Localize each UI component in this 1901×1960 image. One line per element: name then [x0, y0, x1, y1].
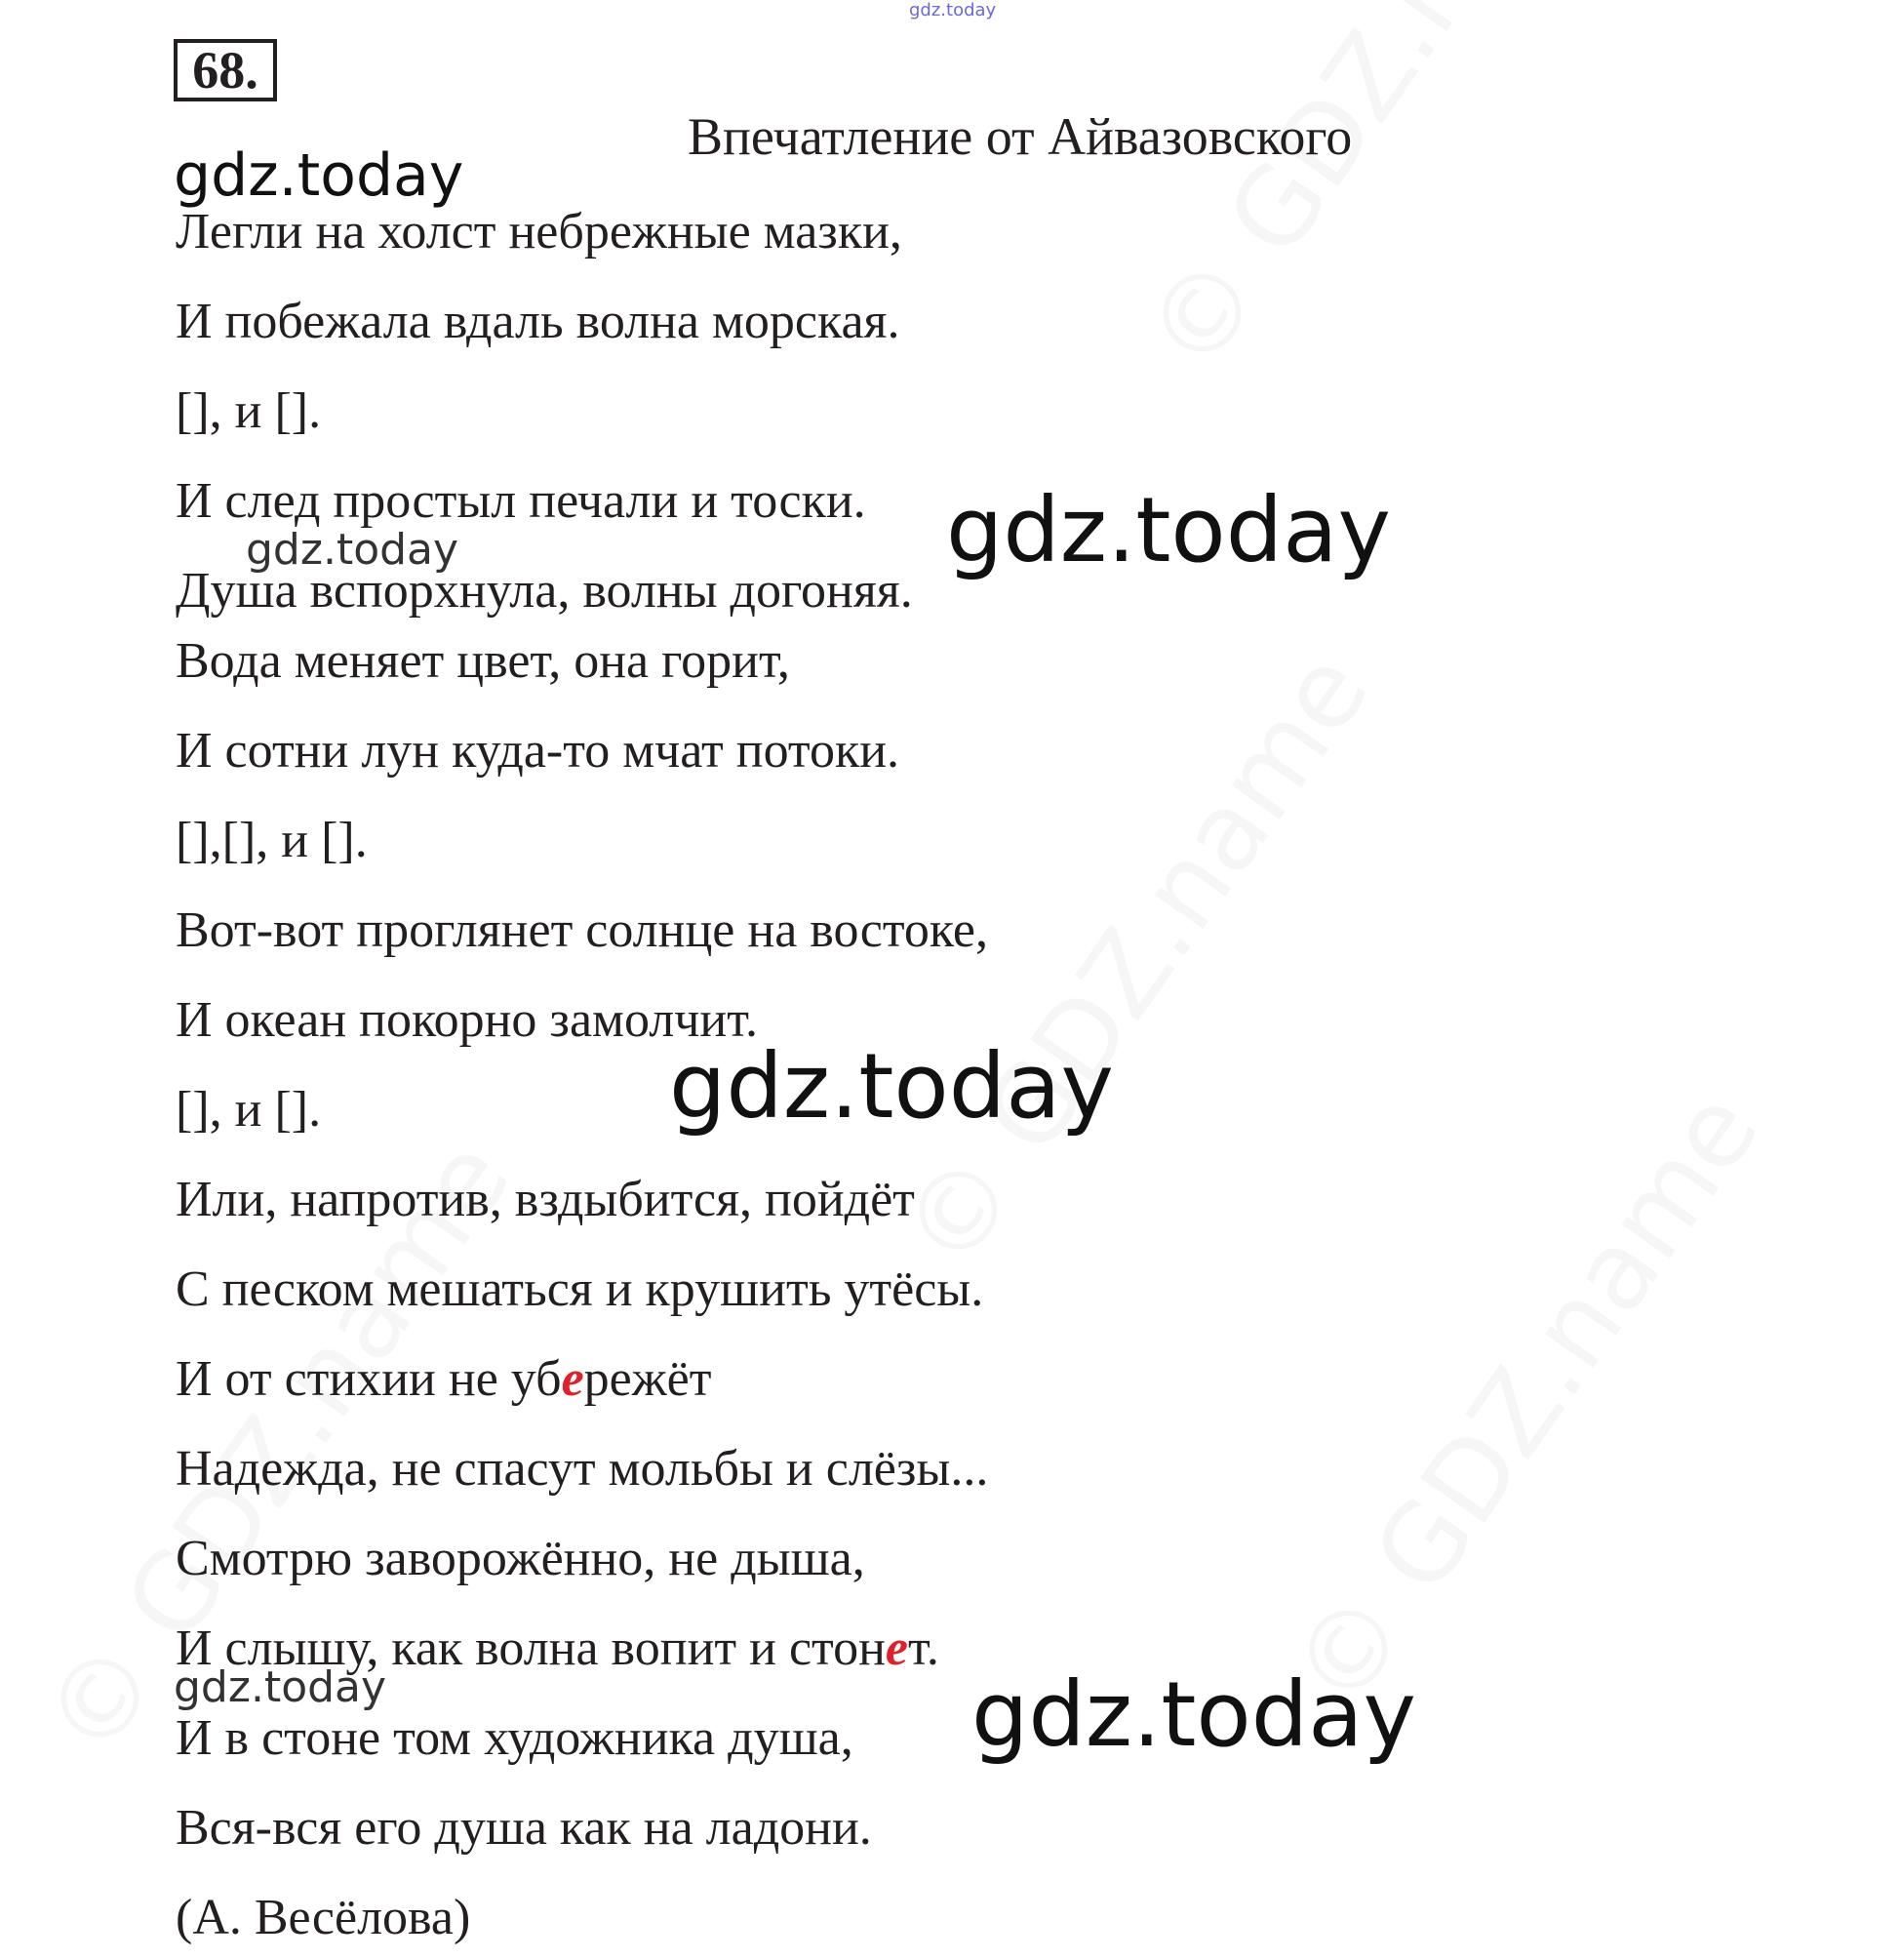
background-watermark — [1122, 0, 1637, 393]
line-text-before: И от стихии не уб — [176, 1351, 562, 1407]
poem-line: Вся-вся его душа как на ладони. — [176, 1800, 872, 1856]
poem-line: Надежда, не спасут мольбы и слёзы... — [176, 1441, 989, 1497]
exercise-number: 68. — [174, 39, 277, 101]
poem-line: И океан покорно замолчит. — [176, 992, 759, 1048]
poem-line: И сотни лун куда-то мчат потоки. — [176, 723, 900, 779]
poem-line: Вода меняет цвет, она горит, — [176, 633, 790, 689]
site-watermark: gdz.today — [669, 1034, 1114, 1139]
poem-line: Или, напротив, вздыбится, пойдёт — [176, 1172, 915, 1227]
site-watermark: gdz.today — [174, 141, 464, 210]
poem-line: С песком мешаться и крушить утёсы. — [176, 1261, 984, 1317]
site-watermark-top: gdz.today — [909, 0, 997, 20]
line-text-after: режёт — [583, 1351, 712, 1407]
poem-author: (А. Весёлова) — [176, 1890, 471, 1945]
site-watermark: gdz.today — [946, 478, 1391, 582]
site-watermark: gdz.today — [971, 1662, 1416, 1767]
poem-line: Душа вспорхнула, волны догоняя. — [176, 563, 913, 619]
line-text-after: т. — [908, 1620, 939, 1676]
background-watermark — [878, 630, 1393, 1291]
poem-line-with-highlight — [176, 1350, 711, 1409]
highlighted-letter: е — [561, 1351, 584, 1407]
poem-line: Вот-вот проглянет солнце на востоке, — [176, 902, 988, 958]
background-watermark — [1268, 1069, 1783, 1730]
poem-line: И побежала вдаль волна морская. — [176, 294, 900, 349]
poem-line: И след простыл печали и тоски. — [176, 473, 866, 529]
site-watermark: gdz.today — [246, 525, 459, 575]
poem-line: И в стоне том художника душа, — [176, 1710, 853, 1766]
poem-line: [], и []. — [176, 383, 322, 439]
poem-line: [],[], и []. — [176, 813, 368, 868]
line-text-before: И слышу, как волна вопит и стон — [176, 1620, 886, 1676]
poem-line: Легли на холст небрежные мазки, — [176, 204, 902, 260]
poem-line: Смотрю заворожённо, не дыша, — [176, 1531, 865, 1586]
site-watermark: gdz.today — [174, 1662, 387, 1712]
highlighted-letter: е — [885, 1620, 908, 1676]
poem-title: Впечатление от Айвазовского — [688, 107, 1353, 166]
poem-line: [], и []. — [176, 1082, 322, 1138]
